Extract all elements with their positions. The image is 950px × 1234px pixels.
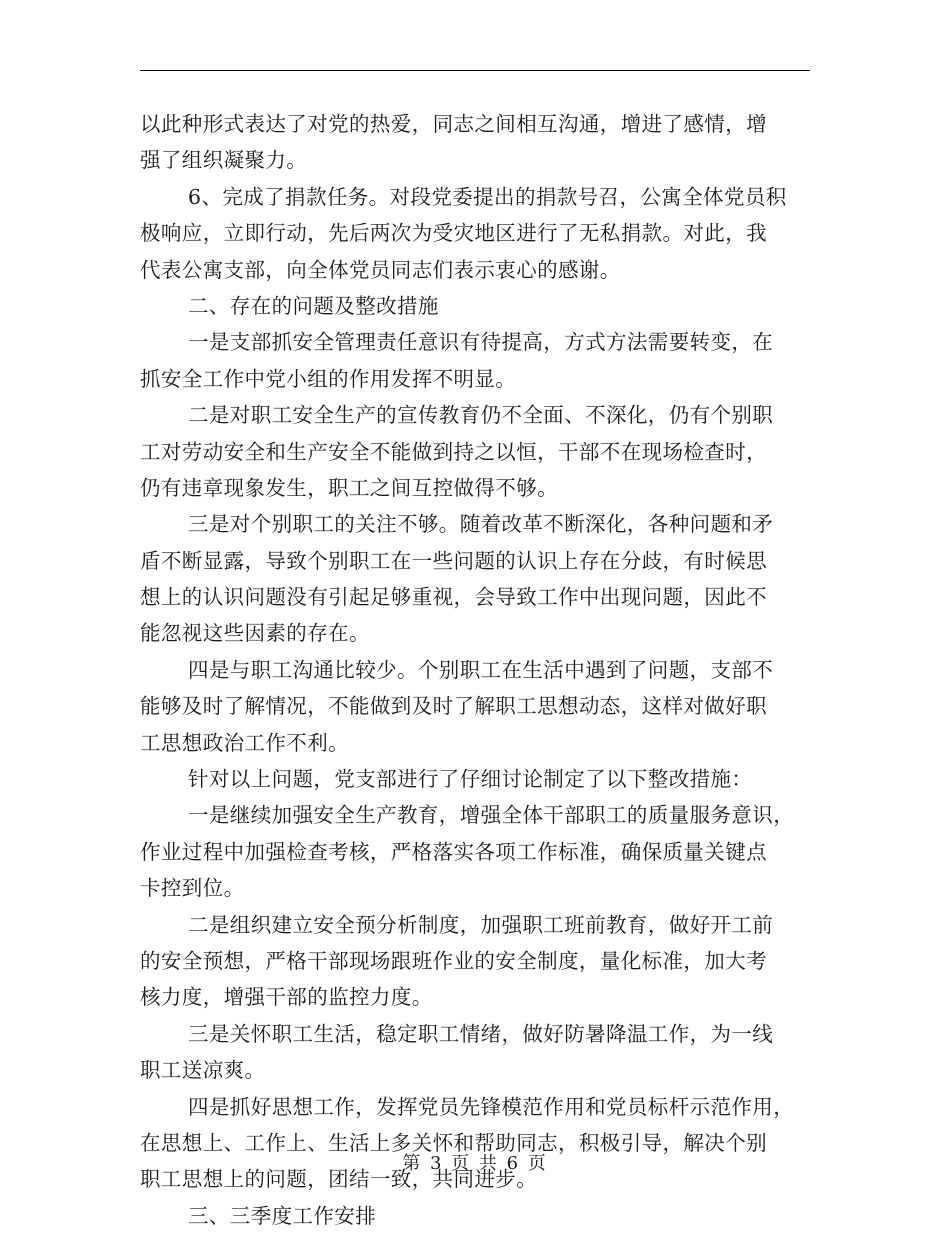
text-line: 三是对个别职工的关注不够。随着改革不断深化，各种问题和矛: [188, 512, 774, 537]
text-line: 一是继续加强安全生产教育，增强全体干部职工的质量服务意识，: [188, 803, 795, 828]
text-line: 能够及时了解情况，不能做到及时了解职工思想动态，这样对做好职: [140, 694, 767, 719]
header-rule: [140, 70, 810, 71]
text-line: 代表公寓支部，向全体党员同志们表示衷心的感谢。: [140, 257, 621, 282]
text-line: 卡控到位。: [140, 876, 245, 901]
text-line: 职工送凉爽。: [140, 1058, 266, 1083]
text-line: 盾不断显露，导致个别职工在一些问题的认识上存在分歧，有时候思: [140, 548, 767, 573]
text-line: 以此种形式表达了对党的热爱，同志之间相互沟通，增进了感情，增: [140, 112, 767, 136]
text-line: 一是支部抓安全管理责任意识有待提高，方式方法需要转变，在: [188, 330, 774, 355]
text-line: 仍有违章现象发生，职工之间互控做得不够。: [140, 475, 558, 500]
text-line: 二、存在的问题及整改措施: [188, 293, 439, 318]
text-line: 的安全预想，严格干部现场跟班作业的安全制度，量化标准，加大考: [140, 948, 767, 973]
text-line: 三是关怀职工生活，稳定职工情绪，做好防暑降温工作，为一线: [188, 1021, 774, 1046]
text-line: 二是组织建立安全预分析制度，加强职工班前教育，做好开工前: [188, 912, 774, 937]
text-line: 能忽视这些因素的存在。: [140, 621, 370, 646]
text-line: 想上的认识问题没有引起足够重视，会导致工作中出现问题，因此不: [140, 585, 767, 610]
text-line: 三、三季度工作安排: [188, 1203, 377, 1228]
document-body: [140, 106, 810, 1234]
text-line: 职工思想上的问题，团结一致，共同进步。: [140, 1167, 538, 1192]
text-line: 极响应，立即行动，先后两次为受灾地区进行了无私捐款。对此，我: [140, 221, 767, 246]
text-line: 四是抓好思想工作，发挥党员先锋模范作用和党员标杆示范作用，: [188, 1094, 795, 1119]
text-line: 核力度，增强干部的监控力度。: [140, 985, 433, 1010]
text-line: 6、完成了捐款任务。对段党委提出的捐款号召，公寓全体党员积: [188, 184, 787, 209]
text-line: 强了组织凝聚力。: [140, 148, 308, 173]
text-line: 工对劳动安全和生产安全不能做到持之以恒，干部不在现场检查时，: [140, 439, 767, 464]
text-line: 抓安全工作中党小组的作用发挥不明显。: [140, 366, 517, 391]
text-line: 作业过程中加强检查考核，严格落实各项工作标准，确保质量关键点: [140, 839, 767, 864]
text-line: 在思想上、工作上、生活上多关怀和帮助同志，积极引导，解决个别: [140, 1130, 767, 1155]
text-line: 针对以上问题，党支部进行了仔细讨论制定了以下整改措施：: [188, 767, 753, 792]
text-line: 工思想政治工作不利。: [140, 730, 349, 755]
page-footer: 第 3 页 共 6 页: [402, 1153, 548, 1174]
text-line: 二是对职工安全生产的宣传教育仍不全面、不深化，仍有个别职: [188, 403, 774, 428]
text-line: 四是与职工沟通比较少。个别职工在生活中遇到了问题，支部不: [188, 657, 774, 682]
